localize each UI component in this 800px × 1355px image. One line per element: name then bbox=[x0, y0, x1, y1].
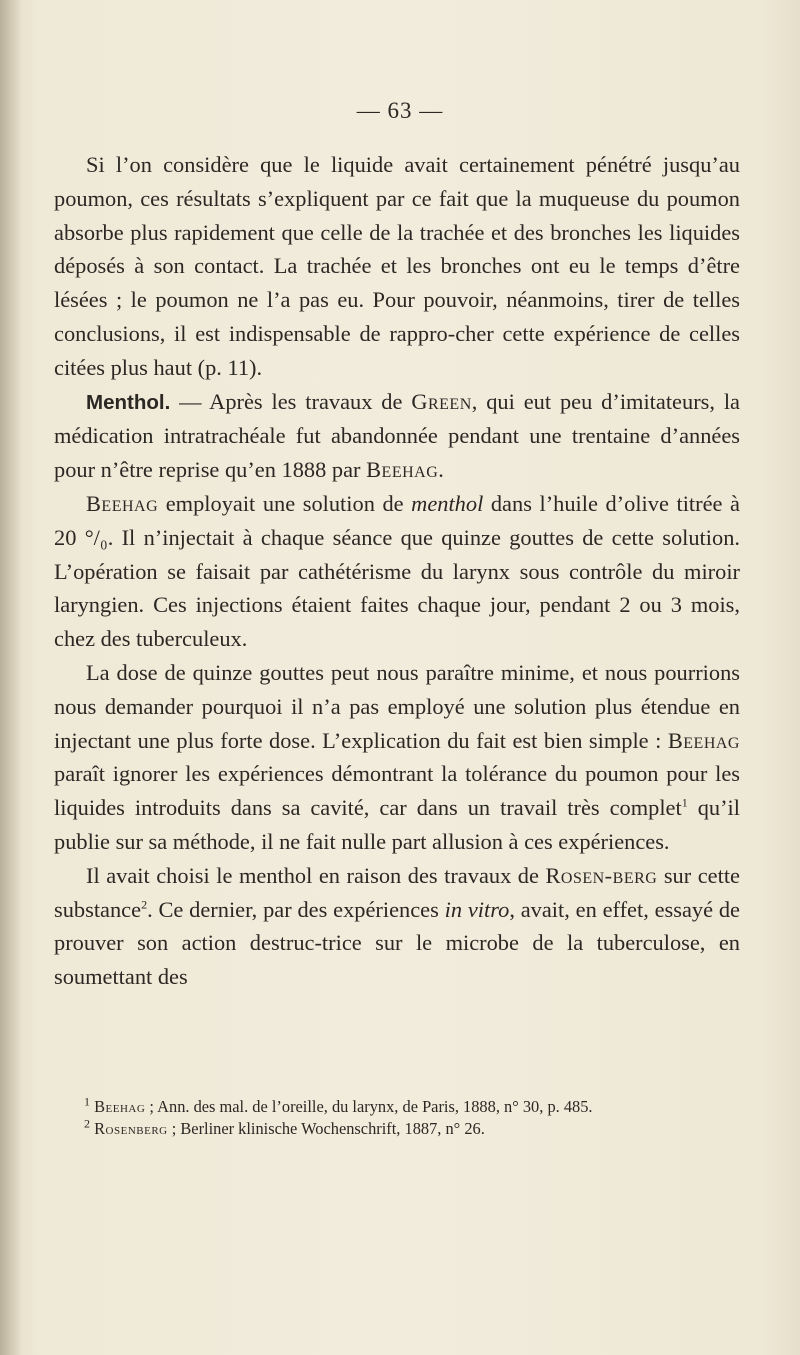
percent-sign: °/₀ bbox=[84, 524, 108, 550]
author-name: Beehag bbox=[667, 727, 740, 753]
footnote-text: ; Ann. des mal. de l’oreille, du larynx, de Paris, 1888, n° 30, p. 485. bbox=[145, 1097, 593, 1116]
text-span: La dose de quinze gouttes peut nous paraître minime, et nous pourrions nous demander pourquoi il n’a pas employé une solution plus étendue en injectant une plus forte dose. L’explication du fait est bien simple : bbox=[54, 659, 740, 753]
paragraph-2 bbox=[54, 385, 740, 487]
footnote-ref: 1 bbox=[681, 795, 688, 810]
text-span: . Il n’injectait à chaque séance que quinze gouttes de cette solution. L’opération se faisait par cathétérisme du larynx sous contrôle du miroir laryngien. Ces injections étaient faites chaque jour, pendant 2 ou 3 mois, chez des tuberculeux. bbox=[54, 524, 740, 652]
text-span: Il avait choisi le menthol en raison des travaux de bbox=[86, 862, 546, 888]
paragraph-1: Si l’on considère que le liquide avait certainement pénétré jusqu’au poumon, ces résultats s’expliquent par ce fait que la muqueuse du poumon absorbe plus rapidement que celle de la trachée et des bronches les liquides déposés à son contact. La trachée et les bronches ont eu le temps d’être lésées ; le poumon ne l’a pas eu. Pour pouvoir, néanmoins, tirer de telles conclusions, il est indispensable de rappro-cher cette expérience de celles citées plus haut (p. 11). bbox=[54, 152, 740, 380]
footnote-text: ; Berliner klinische Wochenschrift, 1887, n° 26. bbox=[167, 1119, 485, 1138]
author-name: Beehag bbox=[366, 457, 439, 483]
author-name: Beehag bbox=[86, 490, 159, 516]
footnote-author: Beehag bbox=[94, 1097, 146, 1116]
body-text bbox=[54, 148, 740, 994]
spine-shadow bbox=[0, 0, 22, 1355]
text-span: paraît ignorer les expériences démontrant la tolérance du poumon pour les liquides introduits dans sa cavité, car dans un travail très complet bbox=[54, 761, 740, 821]
text-span: , avait, en effet, essayé de prouver son action destruc-trice sur le microbe de la tuberculose, en soumettant des bbox=[54, 896, 740, 990]
page-number: — 63 — bbox=[356, 98, 444, 123]
footnotes bbox=[54, 1096, 740, 1140]
paragraph-lead-menthol: Menthol. bbox=[86, 390, 171, 414]
footnote bbox=[54, 1118, 740, 1140]
author-name: Rosen-berg bbox=[545, 862, 658, 888]
text-span: , qui eut peu d’imitateurs, la médication intratrachéale fut abandonnée pendant une trentaine d’années pour n’être reprise qu’en 1888 par bbox=[54, 388, 740, 483]
text-span: employait une solution de bbox=[158, 490, 412, 516]
footnote-author: Rosenberg bbox=[94, 1119, 168, 1138]
author-name: Green bbox=[411, 388, 472, 414]
paragraph-5 bbox=[54, 859, 740, 994]
text-span: . Ce dernier, par des expériences bbox=[147, 896, 445, 922]
italic-term: in vitro bbox=[444, 896, 510, 922]
text-span: . bbox=[438, 457, 444, 483]
text-span: qu’il publie sur sa méthode, il ne fait nulle part allusion à ces expériences. bbox=[54, 795, 740, 854]
text-span: sur cette substance bbox=[54, 862, 740, 922]
footnote bbox=[54, 1096, 740, 1118]
paragraph-4 bbox=[54, 656, 740, 859]
footnote-mark: 2 bbox=[84, 1116, 90, 1131]
footnote-mark: 1 bbox=[84, 1094, 90, 1109]
text-span: dans l’huile d’olive titrée à 20 bbox=[54, 490, 740, 550]
paragraph-3 bbox=[54, 487, 740, 656]
italic-term: menthol bbox=[411, 490, 484, 516]
text-span: — Après les travaux de bbox=[170, 388, 412, 414]
footnote-ref: 2 bbox=[141, 897, 148, 912]
